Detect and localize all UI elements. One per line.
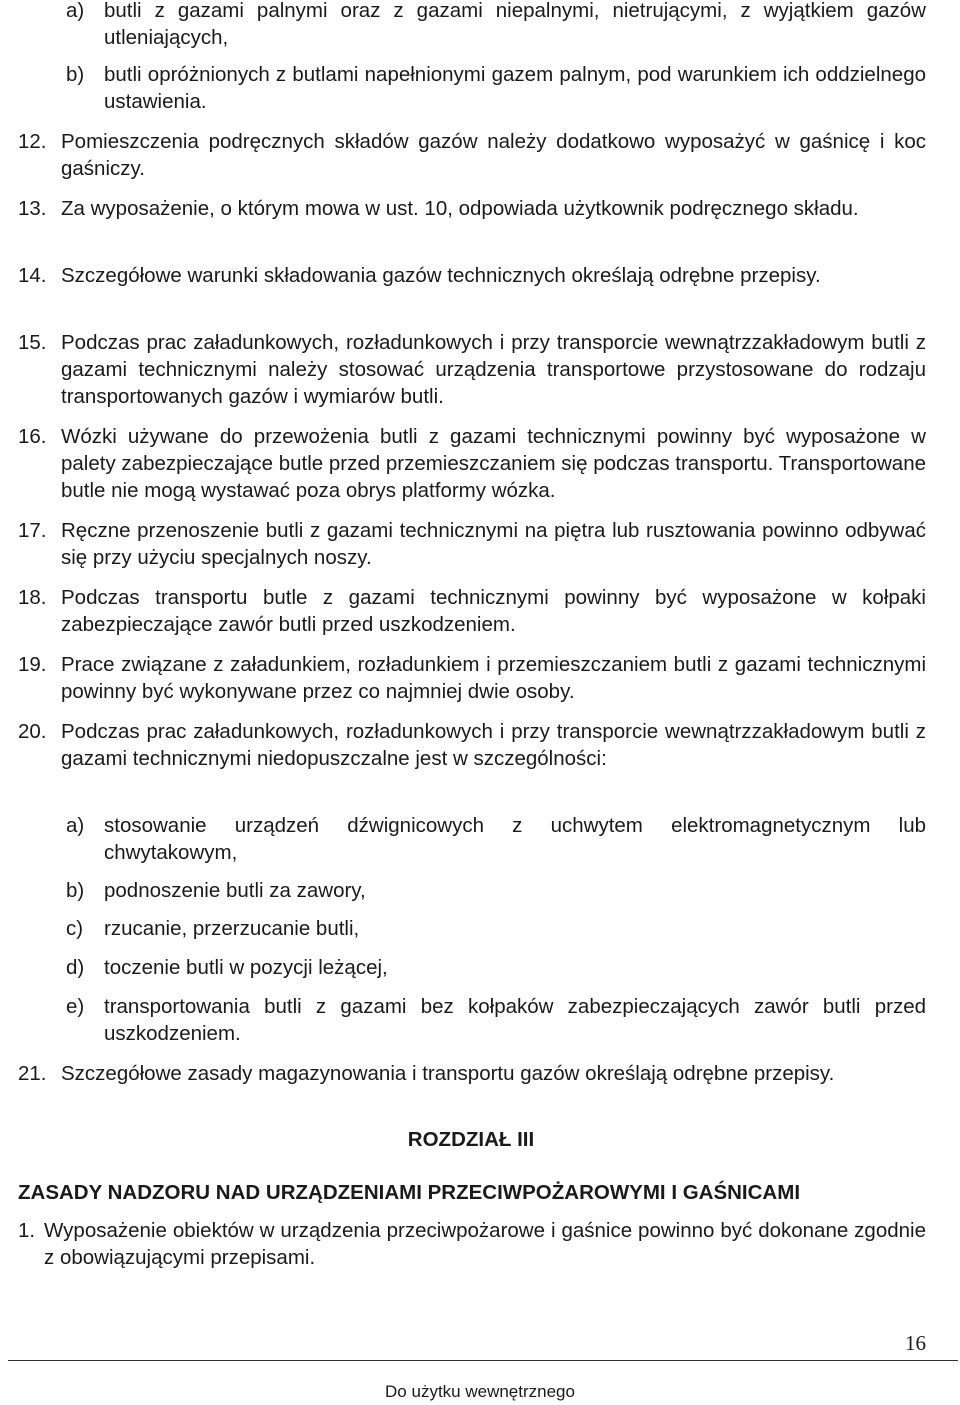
list-item [66,812,926,866]
list-item [18,329,926,410]
item-text: butli z gazami palnymi oraz z gazami niepalnymi, nietrującymi, z wyjątkiem gazów utleniających, [104,0,926,49]
item-text: Ręczne przenoszenie butli z gazami technicznymi na piętra lub rusztowania powinno odbywać się przy użyciu specjalnych noszy. [61,519,926,569]
item-number: 15. [18,331,47,354]
item-text: Wózki używane do przewożenia butli z gazami technicznymi powinny być wyposażone w palety zabezpieczające butle przed przemieszczaniem się podczas transportu. Transportowane butle nie mogą wystawać poza obrys platformy wózka. [61,425,926,502]
item-letter: c) [66,917,84,940]
item-text: Prace związane z załadunkiem, rozładunkiem i przemieszczaniem butli z gazami technicznymi powinny być wykonywane przez co najmniej dwie osoby. [61,653,926,703]
list-item [18,584,926,638]
list-item [66,877,926,904]
list-item [66,915,926,942]
item-number: 18. [18,586,47,609]
item-number: 20. [18,720,47,743]
list-item [66,993,926,1047]
list-item [18,423,926,504]
list-item [18,262,926,289]
item-text: Podczas transportu butle z gazami technicznymi powinny być wyposażone w kołpaki zabezpieczające zawór butli przed uszkodzeniem. [61,586,926,636]
item-text: rzucanie, przerzucanie butli, [104,917,360,940]
item-letter: a) [66,0,85,22]
list-item [18,718,926,772]
list-item [18,1217,926,1271]
item-text: butli opróżnionych z butlami napełnionymi gazem palnym, pod warunkiem ich oddzielnego ustawienia. [104,63,926,113]
item-letter: b) [66,879,85,902]
item-text: Wyposażenie obiektów w urządzenia przeciwpożarowe i gaśnice powinno być dokonane zgodnie z obowiązującymi przepisami. [44,1219,926,1269]
item-text: Szczegółowe zasady magazynowania i transportu gazów określają odrębne przepisy. [61,1062,835,1085]
item-number: 16. [18,425,47,448]
item-number: 14. [18,264,47,287]
item-number: 12. [18,130,47,153]
list-item [18,517,926,571]
item-number: 19. [18,653,47,676]
item-text: transportowania butli z gazami bez kołpaków zabezpieczających zawór butli przed uszkodzeniem. [104,995,926,1045]
list-item [66,0,926,51]
chapter-title: ROZDZIAŁ III [407,1128,535,1151]
item-text: stosowanie urządzeń dźwignicowych z uchwytem elektromagnetycznym lub chwytakowym, [104,814,926,864]
item-text: podnoszenie butli za zawory, [104,879,366,902]
item-letter: d) [66,956,85,979]
list-item [66,61,926,115]
item-letter: a) [66,814,85,837]
item-number: 17. [18,519,47,542]
chapter-subtitle: ZASADY NADZORU NAD URZĄDZENIAMI PRZECIWPOŻAROWYMI I GAŚNICAMI [18,1181,801,1204]
list-item [18,651,926,705]
page-number: 16 [905,1331,926,1355]
item-letter: b) [66,63,85,86]
list-item [18,128,926,182]
list-item [18,1060,926,1087]
footer-text: Do użytku wewnętrznego [385,1382,575,1401]
item-number: 13. [18,197,47,220]
item-text: Podczas prac załadunkowych, rozładunkowych i przy transporcie wewnątrzzakładowym butli z gazami technicznymi należy stosować urządzenia transportowe przystosowane do rodzaju transportowanych gazów i wymiarów butli. [61,331,926,408]
item-number: 21. [18,1062,47,1085]
list-item [18,195,926,222]
item-letter: e) [66,995,85,1018]
item-text: Za wyposażenie, o którym mowa w ust. 10, odpowiada użytkownik podręcznego składu. [61,197,859,220]
footer-divider [8,1360,958,1361]
item-text: Pomieszczenia podręcznych składów gazów należy dodatkowo wyposażyć w gaśnicę i koc gaśniczy. [61,130,926,180]
item-number: 1. [18,1219,36,1242]
list-item [66,954,926,981]
item-text: Szczegółowe warunki składowania gazów technicznych określają odrębne przepisy. [61,264,821,287]
item-text: toczenie butli w pozycji leżącej, [104,956,388,979]
item-text: Podczas prac załadunkowych, rozładunkowych i przy transporcie wewnątrzzakładowym butli z gazami technicznymi niedopuszczalne jest w szczególności: [61,720,926,770]
